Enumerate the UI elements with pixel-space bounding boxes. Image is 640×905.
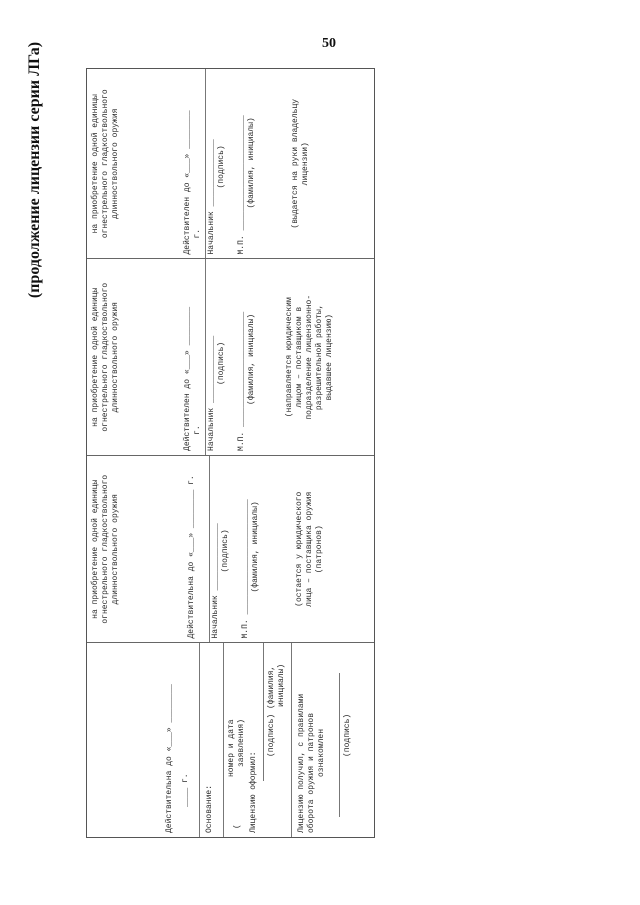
coupon-divider (205, 69, 206, 259)
coupon-note-line1: (остается у юридического (295, 491, 304, 607)
coupon-valid-until: Действительна до «___» ________ г. (187, 475, 196, 639)
coupon-chief: Начальник ______________ (207, 335, 216, 451)
coupon-purpose-line2: огнестрельного гладкоствольного (101, 282, 110, 432)
coupon-note-line3: подразделение лицензионно- (305, 294, 314, 420)
stub-issued-by: Лицензию оформил: (249, 751, 258, 833)
page-heading: (продолжение лицензии серии ЛГа) (26, 41, 43, 299)
stub-application-number-date: номер и дата (227, 719, 236, 777)
coupon-note-line1: (направляется юридическим (285, 297, 294, 418)
stub-signature-line (339, 674, 340, 818)
coupon-divider (209, 456, 210, 643)
coupon-purpose-line2: огнестрельного гладкоствольного (101, 89, 110, 239)
coupon-purpose-line2: огнестрельного гладкоствольного (101, 474, 110, 624)
coupon-purpose-line1: на приобретение одной единицы (91, 94, 100, 234)
coupon-stamp: М.П. ________________________ (237, 311, 246, 451)
coupon-chief: Начальник ______________ (207, 139, 216, 255)
stub-received-line2: оборота оружия и патронов (307, 712, 316, 833)
stub-application-word: заявления) (237, 718, 246, 767)
stub-received-line3: ознакомлен (317, 728, 326, 777)
stub-divider (199, 644, 200, 838)
coupon-supplier (87, 456, 374, 644)
coupon-stamp: М.П. ________________________ (241, 499, 250, 639)
coupon-note-line3: (патронов) (315, 525, 324, 574)
coupon-purpose-line3: длинноствольного оружия (111, 494, 120, 605)
coupon-purpose-line1: на приобретение одной единицы (91, 287, 100, 427)
stub-divider (291, 644, 292, 838)
coupon-year: г. (193, 228, 202, 239)
page-number: 50 (322, 36, 336, 51)
coupon-divider (205, 260, 206, 455)
coupon-name-caption: (фамилия, инициалы) (247, 117, 256, 209)
stub-basis-label: Основание: (205, 784, 214, 833)
coupon-note-line2: лица – поставщика оружия (305, 491, 314, 607)
stub-signature-line (263, 644, 264, 782)
stub-signature-caption: (подпись) (343, 713, 352, 757)
stub-initials-caption: инициалы) (277, 663, 286, 707)
stub-bracket: ( (233, 824, 242, 829)
stub-divider (223, 644, 224, 838)
coupon-sign-caption: (подпись) (217, 341, 226, 385)
coupon-valid-until: Действителен до «___» ________ (183, 306, 192, 451)
coupon-sign-caption: (подпись) (221, 529, 230, 573)
stub-received-line1: Лицензию получил, с правилами (297, 693, 306, 833)
stub-valid-until: Действительна до «___» ________ (165, 684, 174, 833)
stub-year: ____ г. (181, 773, 190, 807)
coupon-purpose-line3: длинноствольного оружия (111, 108, 120, 219)
coupon-name-caption: (фамилия, инициалы) (247, 313, 256, 405)
coupon-licensing-department (87, 260, 374, 456)
license-form-table (86, 68, 375, 838)
coupon-sign-caption: (подпись) (217, 145, 226, 189)
coupon-purpose-line3: длинноствольного оружия (111, 302, 120, 413)
coupon-note-line1: (выдается на руки владельцу (291, 98, 300, 229)
coupon-purpose-line1: на приобретение одной единицы (91, 479, 100, 619)
stub-sign-caption: (подпись) (фамилия, (267, 665, 276, 757)
coupon-note-line5: выдавшее лицензию) (325, 314, 334, 401)
coupon-valid-until: Действителен до «___» ________ (183, 110, 192, 255)
license-stub-column (87, 644, 374, 838)
coupon-chief: Начальник ______________ (211, 523, 220, 639)
coupon-name-caption: (фамилия, инициалы) (251, 501, 260, 593)
coupon-year: г. (193, 425, 202, 435)
coupon-note-line2: лицом – поставщиком в (295, 306, 304, 408)
coupon-owner (87, 69, 374, 260)
coupon-note-line4: разрешительной работы, (315, 304, 324, 411)
coupon-stamp: М.П. ________________________ (237, 115, 246, 255)
coupon-note-line2: лицензии) (301, 142, 310, 186)
